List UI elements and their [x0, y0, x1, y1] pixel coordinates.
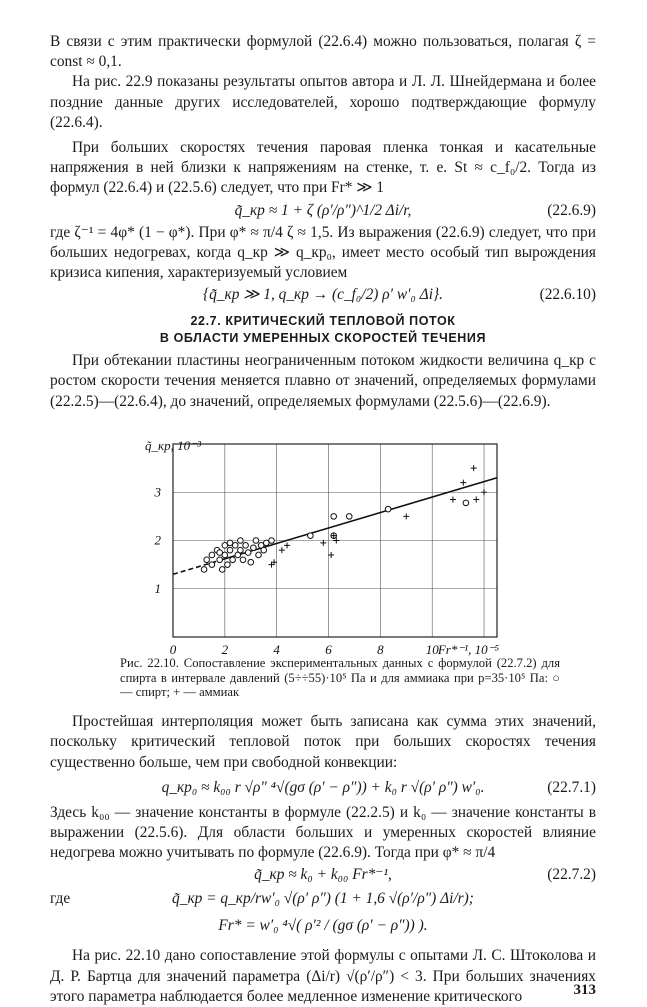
- y-tick-label: 2: [154, 532, 161, 548]
- data-point-circle: [240, 557, 246, 563]
- x-tick-label: 0: [169, 641, 177, 656]
- data-point-circle: [227, 540, 233, 546]
- where-label: где: [50, 890, 71, 908]
- x-tick-label: 10: [425, 641, 439, 656]
- data-point-plus: [460, 479, 466, 485]
- data-point-circle: [261, 547, 267, 553]
- data-point-plus: [481, 489, 487, 495]
- data-point-circle: [227, 547, 233, 553]
- page-number: 313: [573, 982, 596, 998]
- data-point-circle: [217, 557, 223, 563]
- data-point-circle: [209, 552, 215, 558]
- data-point-circle: [346, 513, 352, 519]
- data-point-circle: [269, 538, 275, 544]
- data-point-circle: [251, 545, 257, 551]
- data-point-plus: [279, 547, 285, 553]
- equation-22-6-10: [50, 283, 596, 307]
- paragraph: При обтекании пластины неограниченным потоком жидкости величина q_кр с ростом скорости течения меняется плавно от значений, определяемых формулами (22.2.5)—(22.6.4), до значений, определяемых формулами (22.5.6)—(22.6.9).: [50, 352, 596, 410]
- paragraph: Простейшая интерполяция может быть записана как сумма этих значений, поскольку критический тепловой поток при больших скоростях течения существенно больше, чем при свободной конвекции:: [50, 713, 596, 771]
- data-point-circle: [253, 538, 259, 544]
- equation-22-7-1: [50, 773, 596, 803]
- data-point-circle: [238, 547, 244, 553]
- equation-22-7-2: [50, 863, 596, 887]
- section-heading: [50, 313, 596, 347]
- paragraph: На рис. 22.9 показаны результаты опытов автора и Л. Л. Шнейдермана и более поздние данные других исследователей, хорошо подтверждающие формулу (22.6.4).: [50, 73, 596, 131]
- equation-formula: q_кр₀ ≈ k₀₀ r √ρ″ ⁴√(gσ (ρ′ − ρ″)) + k₀ r √(ρ′ ρ″) w′₀.: [161, 778, 485, 796]
- section-heading-line: 22.7. КРИТИЧЕСКИЙ ТЕПЛОВОЙ ПОТОК: [190, 314, 456, 329]
- equation-number: (22.7.2): [547, 866, 596, 884]
- paragraph: где ζ⁻¹ = 4φ* (1 − φ*). При φ* ≈ π/4 ζ ≈ 1,5. Из выражения (22.6.9) следует, что при больших недогревах, когда q_кр ≫ q_кр₀, имеет место особый тип вырождения кризиса кипения, характеризуемый условием: [50, 223, 596, 282]
- x-tick-label: 2: [221, 641, 229, 656]
- equation-formula: q̃_кр ≈ k₀ + k₀₀ Fr*⁻¹,: [254, 866, 392, 884]
- scatter-chart: [50, 412, 596, 656]
- data-point-circle: [256, 552, 262, 558]
- paragraph: Здесь k₀₀ — значение константы в формуле (22.2.5) и k₀ — значение константы в выражении (22.5.6). Для области больших и умеренных скоростей влияние недогрева можно учитывать по формуле (22.6.9). Тогда при φ* ≈ π/4: [50, 803, 596, 862]
- x-axis-label: Fr*⁻¹, 10⁻⁵: [437, 641, 499, 656]
- y-tick-label: 3: [154, 484, 161, 500]
- x-tick-label: 4: [273, 641, 280, 656]
- y-axis-label: q̃_кр, 10⁻³: [145, 437, 201, 453]
- data-point-circle: [243, 542, 249, 548]
- data-point-plus: [473, 496, 479, 502]
- equation-formula: {q̃_кр ≫ 1, q_кр → (c_f₀/2) ρ′ w′₀ Δi}.: [203, 286, 443, 304]
- data-point-circle: [225, 562, 231, 568]
- data-point-plus: [320, 540, 326, 546]
- paragraph: На рис. 22.10 дано сопоставление этой формулы с опытами Л. С. Штоколова и Д. Р. Бартца для значений параметра (Δi/r) √(ρ′/ρ″) < 3. При больших значениях этого параметра наблюдается более медленное изменение критического: [50, 947, 596, 1005]
- figure-22-10: [50, 412, 596, 656]
- data-point-circle: [248, 559, 254, 565]
- y-tick-label: 1: [154, 580, 161, 596]
- data-point-circle: [238, 538, 244, 544]
- page: [50, 32, 596, 1007]
- data-point-plus: [284, 542, 290, 548]
- equation-formula: q̃_кр ≈ 1 + ζ (ρ′/ρ″)^1/2 Δi/r,: [234, 201, 412, 219]
- section-heading-line: В ОБЛАСТИ УМЕРЕННЫХ СКОРОСТЕЙ ТЕЧЕНИЯ: [159, 331, 487, 346]
- data-point-circle: [219, 566, 225, 572]
- x-tick-label: 8: [377, 641, 384, 656]
- equation-number: (22.6.9): [547, 201, 596, 219]
- data-point-circle: [230, 557, 236, 563]
- definition-fr: [50, 911, 596, 941]
- data-point-circle: [245, 550, 251, 556]
- definition-q: [50, 887, 596, 911]
- data-point-circle: [463, 500, 469, 506]
- data-point-plus: [471, 465, 477, 471]
- equation-number: (22.7.1): [547, 778, 596, 796]
- data-point-circle: [385, 506, 391, 512]
- equation-number: (22.6.10): [539, 286, 596, 304]
- data-point-circle: [201, 566, 207, 572]
- paragraph: В связи с этим практически формулой (22.6.4) можно пользоваться, полагая ζ = const ≈ 0,1.: [50, 33, 596, 71]
- paragraph: При больших скоростях течения паровая пленка тонкая и касательные напряжения в ней близки к напряжениям на стенке, т. е. St ≈ c_f₀/2. Тогда из формул (22.6.4) и (22.5.6) следует, что при Fr* ≫ 1: [50, 139, 596, 197]
- data-point-circle: [331, 513, 337, 519]
- figure-caption: Рис. 22.10. Сопоставление экспериментальных данных с формулой (22.7.2) для спирта в интервале давлений (5÷÷55)·10⁵ Па и для аммиака при p=35·10⁵ Па: ○ — спирт; + — аммиак: [120, 655, 560, 700]
- data-point-circle: [209, 562, 215, 568]
- data-point-circle: [308, 533, 314, 539]
- definition-formula: q̃_кр = q_кр/rw′₀ √(ρ′ ρ″) (1 + 1,6 √(ρ′/ρ″) Δi/r);: [172, 890, 474, 908]
- equation-22-6-9: [50, 199, 596, 223]
- definition-formula: Fr* = w′₀ ⁴√( ρ′² / (gσ (ρ′ − ρ″)) ).: [218, 917, 428, 935]
- data-point-plus: [450, 496, 456, 502]
- data-point-circle: [204, 557, 210, 563]
- data-point-plus: [403, 513, 409, 519]
- data-point-circle: [217, 550, 223, 556]
- x-tick-label: 6: [325, 641, 332, 656]
- data-point-plus: [328, 552, 334, 558]
